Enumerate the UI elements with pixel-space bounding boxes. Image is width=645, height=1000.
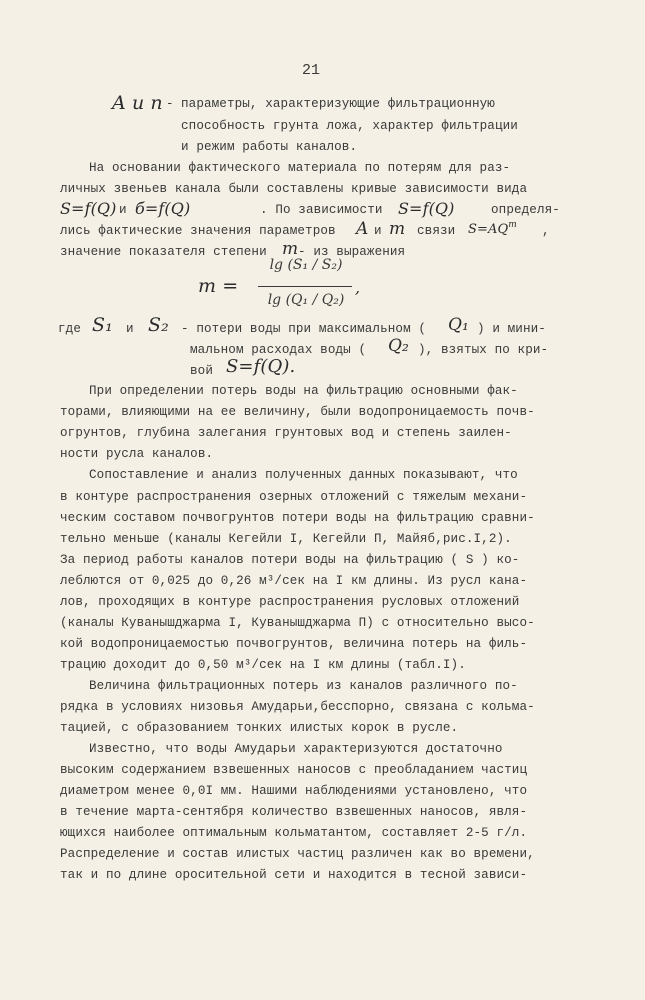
paragraph-line: в контуре распространения озерных отложений с тяжелым механи- [60,490,528,504]
definition-symbols: A и n [112,92,163,114]
formula-sigma-f-q: б=f(Q) [135,199,191,218]
paragraph-text: лись фактические значения параметров [60,224,336,238]
formula-denominator: lg (Q₁ / Q₂) [267,292,345,308]
paragraph-line: так и по длине оросительной сети и находится в тесной зависи- [60,868,528,882]
paragraph-line: ющихся наиболее оптимальным кольматантом, составляет 2-5 г/л. [60,826,528,840]
symbol-m: m [389,219,406,239]
paragraph-text: , [542,224,550,238]
formula-comma: , [355,278,361,297]
page-number: 21 [302,62,321,79]
paragraph-line: личных звеньев канала были составлены кривые зависимости вида [60,182,528,196]
paragraph-text: . По зависимости [260,203,383,217]
symbol-s2: S₂ [148,314,169,336]
paragraph-line: (каналы Куванышджарма I, Куванышджарма П) с относительно высо- [60,616,535,630]
symbol-q1: Q₁ [448,315,469,335]
formula-s-f-q: S=f(Q) [60,199,117,218]
paragraph-text: ) и мини- [477,322,546,336]
formula-lhs: m = [198,275,239,297]
paragraph-line: кой водопроницаемостью почвогрунтов, величина потерь на филь- [60,637,528,651]
definition-line: и режим работы каналов. [181,140,358,154]
paragraph-line: в течение марта-сентября количество взвешенных наносов, явля- [60,805,528,819]
paragraph-text: значение показателя степени [60,245,267,259]
formula-s-f-q: S=f(Q) [398,199,455,218]
paragraph-line: Величина фильтрационных потерь из каналов различного по- [89,679,518,693]
conjunction: и [374,224,382,238]
fraction-bar [258,286,352,287]
paragraph-line: При определении потерь воды на фильтрацию основными фак- [89,384,518,398]
paragraph-line: торами, влияющими на ее величину, были водопроницаемость почв- [60,405,535,419]
definition-dash: - [166,97,174,111]
paragraph-line: ности русла каналов. [60,447,214,461]
paragraph-line: На основании фактического материала по потерям для раз- [89,161,511,175]
paragraph-line: диаметром менее 0,0I мм. Нашими наблюдениями установлено, что [60,784,528,798]
definition-line: способность грунта ложа, характер фильтрации [181,119,518,133]
formula-s-f-q: S=f(Q). [226,356,296,377]
formula-numerator: lg (S₁ / S₂) [269,257,343,273]
definition-line: параметры, характеризующие фильтрационную [181,97,495,111]
paragraph-line: трацию доходит до 0,50 м³/сек на I км длины (табл.I). [60,658,466,672]
paragraph-line: Сопоставление и анализ полученных данных показывают, что [89,468,518,482]
paragraph-line: огрунтов, глубина залегания грунтовых вод и степень заилен- [60,426,512,440]
symbol-s1: S₁ [92,314,113,336]
where-label: где [58,322,81,336]
paragraph-text: - потери воды при максимальном ( [181,322,427,336]
paragraph-text: ), взятых по кри- [418,343,549,357]
paragraph-line: рядка в условиях низовья Амударьи,бесспорно, связана с кольма- [60,700,535,714]
paragraph-line: ческим составом почвогрунтов потери воды на фильтрацию сравни- [60,511,535,525]
symbol-q2: Q₂ [388,336,409,356]
paragraph-line: тацией, с образованием тонких илистых корок в русле. [60,721,459,735]
paragraph-text: - из выражения [298,245,406,259]
paragraph-line: Известно, что воды Амударьи характеризуются достаточно [89,742,503,756]
paragraph-line: За период работы каналов потери воды на фильтрацию ( S ) ко- [60,553,520,567]
paragraph-line: Распределение и состав илистых частиц различен как во времени, [60,847,535,861]
paragraph-line: лов, проходящих в контуре распространения русловых отложений [60,595,520,609]
conjunction: и [119,203,127,217]
symbol-a: A [356,219,369,239]
paragraph-text: связи [417,224,456,238]
paragraph-text: вой [190,364,213,378]
paragraph-line: тельно меньше (каналы Кегейли I, Кегейли П, Майяб,рис.I,2). [60,532,512,546]
paragraph-line: высоким содержанием взвешенных наносов с преобладанием частиц [60,763,528,777]
formula-s-aq: $S=AQ^m$ [468,220,517,237]
conjunction: и [126,322,134,336]
paragraph-line: леблются от 0,025 до 0,26 м³/сек на I км длины. Из русл кана- [60,574,528,588]
symbol-m: m [282,239,299,259]
paragraph-text: определя- [491,203,560,217]
paragraph-text: мальном расходах воды ( [190,343,367,357]
